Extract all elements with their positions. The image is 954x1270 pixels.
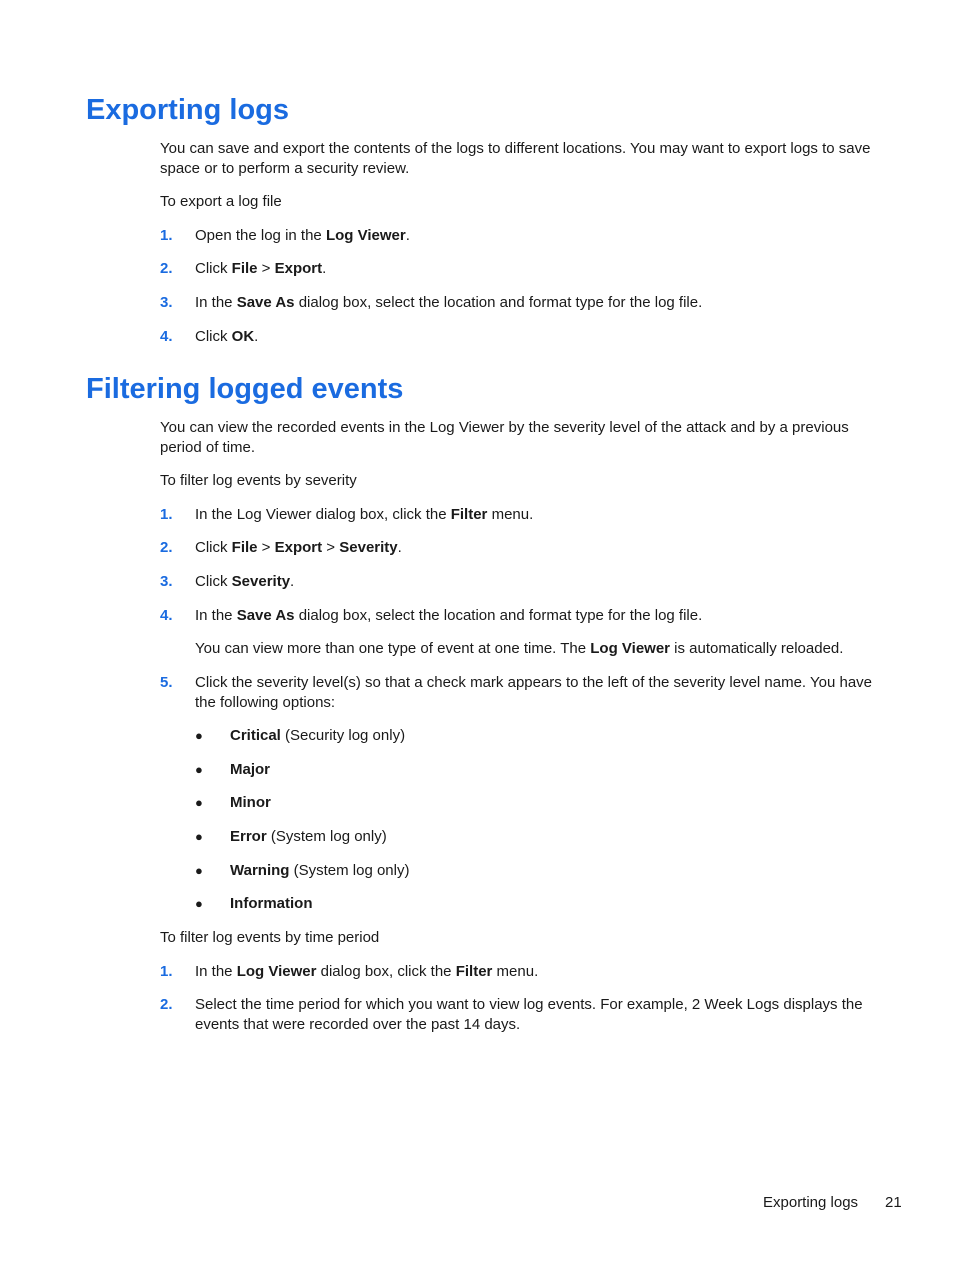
option-text: Major bbox=[230, 761, 271, 778]
step-text: In the Save As dialog box, select the location and format type for the log file. bbox=[195, 294, 703, 311]
step-number: 3. bbox=[160, 294, 173, 311]
option-text: Warning (System log only) bbox=[230, 862, 410, 879]
step-text: In the Log Viewer dialog box, click the Filter menu. bbox=[195, 963, 539, 980]
step-note: You can view more than one type of event at one time. The Log Viewer is automatically reloaded. bbox=[195, 640, 844, 657]
bullet-icon: ● bbox=[195, 863, 203, 878]
step-number: 2. bbox=[160, 539, 173, 556]
step-text: Select the time period for which you want to view log events. For example, 2 Week Logs displays the events that were recorded over the past 14 days. bbox=[195, 996, 863, 1033]
step-text: Click Severity. bbox=[195, 573, 295, 590]
step-text: Click the severity level(s) so that a check mark appears to the left of the severity level name. You have the following options: bbox=[195, 674, 872, 711]
bullet-icon: ● bbox=[195, 728, 203, 743]
page-number: 21 bbox=[885, 1194, 902, 1211]
step-number: 2. bbox=[160, 996, 173, 1013]
step-number: 5. bbox=[160, 674, 173, 691]
step-text: Click File > Export > Severity. bbox=[195, 539, 402, 556]
footer-section-title: Exporting logs bbox=[763, 1194, 859, 1211]
step-text: In the Log Viewer dialog box, click the Filter menu. bbox=[195, 506, 534, 523]
step-number: 4. bbox=[160, 328, 173, 345]
filtering-intro: You can view the recorded events in the Log Viewer by the severity level of the attack and by a previous period of time. bbox=[160, 419, 849, 456]
exporting-intro: You can save and export the contents of the logs to different locations. You may want to export logs to save space or to perform a security review. bbox=[160, 140, 871, 177]
bullet-icon: ● bbox=[195, 896, 203, 911]
step-text: Click OK. bbox=[195, 328, 259, 345]
severity-procedure-label: To filter log events by severity bbox=[160, 472, 357, 489]
option-text: Critical (Security log only) bbox=[230, 727, 406, 744]
bullet-icon: ● bbox=[195, 829, 203, 844]
step-number: 4. bbox=[160, 607, 173, 624]
time-period-procedure-label: To filter log events by time period bbox=[160, 929, 380, 946]
export-procedure-label: To export a log file bbox=[160, 193, 282, 210]
option-text: Information bbox=[230, 895, 313, 912]
step-text: In the Save As dialog box, select the location and format type for the log file. bbox=[195, 607, 703, 624]
step-number: 1. bbox=[160, 506, 173, 523]
step-number: 3. bbox=[160, 573, 173, 590]
step-text: Click File > Export. bbox=[195, 260, 327, 277]
step-number: 2. bbox=[160, 260, 173, 277]
bullet-icon: ● bbox=[195, 762, 203, 777]
step-number: 1. bbox=[160, 963, 173, 980]
section-heading-exporting-logs: Exporting logs bbox=[86, 94, 289, 126]
option-text: Error (System log only) bbox=[230, 828, 387, 845]
section-heading-filtering-logged-events: Filtering logged events bbox=[86, 373, 404, 405]
step-text: Open the log in the Log Viewer. bbox=[195, 227, 410, 244]
option-text: Minor bbox=[230, 794, 271, 811]
bullet-icon: ● bbox=[195, 795, 203, 810]
step-number: 1. bbox=[160, 227, 173, 244]
